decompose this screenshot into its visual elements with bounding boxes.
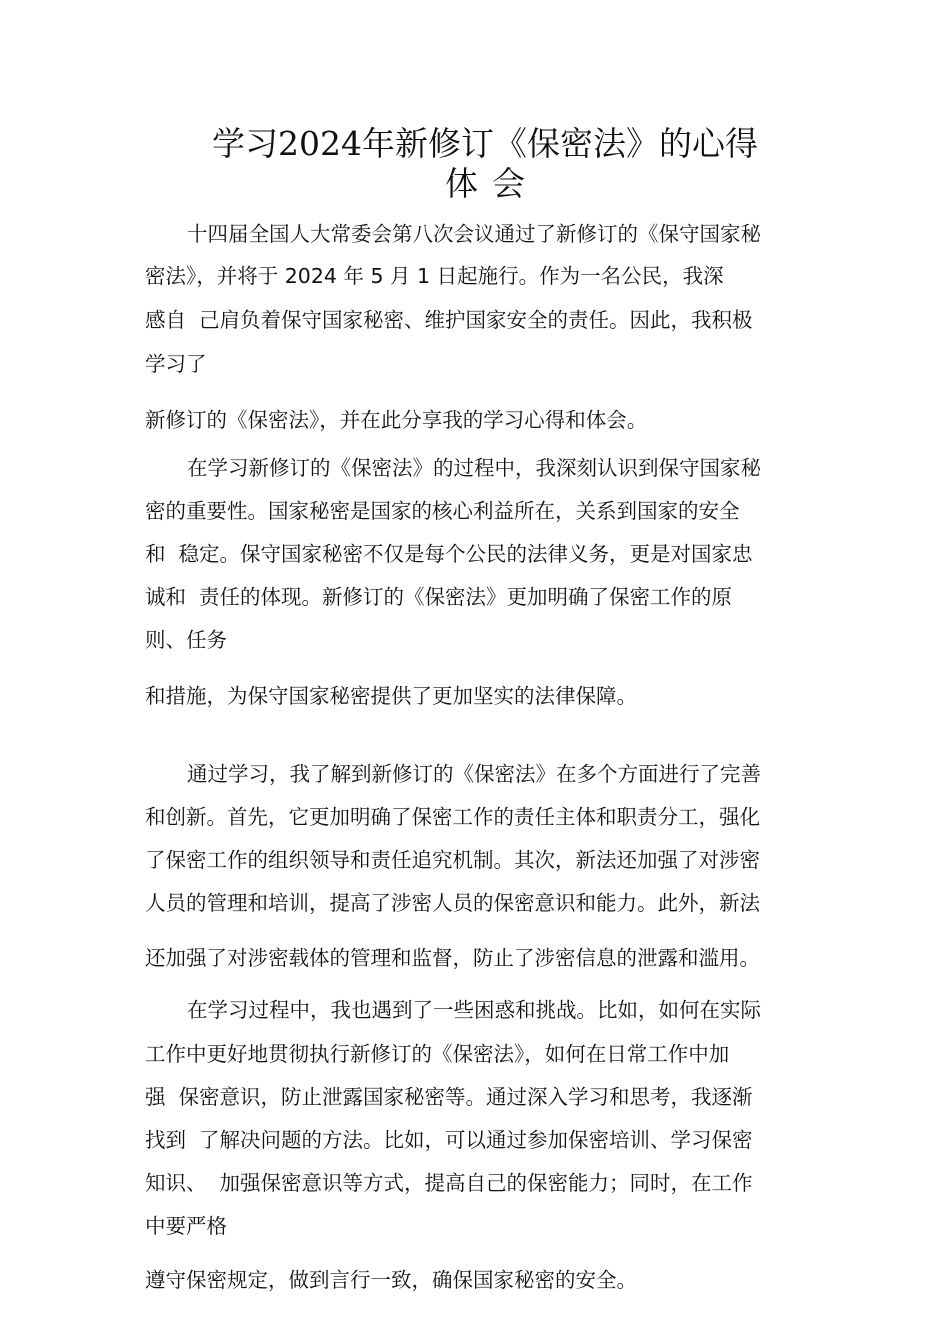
document-title	[145, 124, 825, 204]
text-line: 新修订的《保密法》，并在此分享我的学习心得和体会。	[145, 408, 648, 432]
text-line: 和 稳定。保守国家秘密不仅是每个公民的法律义务，更是对国家忠	[145, 542, 753, 566]
text-line: 中要严格	[145, 1214, 227, 1238]
text-line: 密的重要性。国家秘密是国家的核心利益所在，关系到国家的安全	[145, 499, 740, 523]
text-line: 了保密工作的组织领导和责任追究机制。其次，新法还加强了对涉密	[145, 848, 760, 872]
text-line: 则、任务	[145, 628, 227, 652]
text-line: 学习了	[145, 352, 207, 376]
text-line: 感自 己肩负着保守国家秘密、维护国家安全的责任。因此，我积极	[145, 308, 753, 332]
text-line: 工作中更好地贯彻执行新修订的《保密法》，如何在日常工作中加	[145, 1042, 730, 1066]
text-line: 通过学习，我了解到新修订的《保密法》在多个方面进行了完善	[187, 762, 761, 786]
text-line: 还加强了对涉密载体的管理和监督，防止了涉密信息的泄露和滥用。	[145, 946, 760, 970]
text-line: 诚和 责任的体现。新修订的《保密法》更加明确了保密工作的原	[145, 585, 733, 609]
text-line: 遵守保密规定，做到言行一致，确保国家秘密的安全。	[145, 1268, 637, 1292]
text-line: 和创新。首先，它更加明确了保密工作的责任主体和职责分工，强化	[145, 805, 760, 829]
title-line-2: 体会	[445, 164, 539, 203]
text-line: 人员的管理和培训，提高了涉密人员的保密意识和能力。此外，新法	[145, 891, 760, 915]
text-line: 知识、 加强保密意识等方式，提高自己的保密能力；同时，在工作	[145, 1171, 753, 1195]
text-line: 和措施，为保守国家秘密提供了更加坚实的法律保障。	[145, 684, 637, 708]
title-line-1: 学习2024年新修订《保密法》的心得	[212, 124, 758, 163]
text-line: 在学习新修订的《保密法》的过程中，我深刻认识到保守国家秘	[187, 456, 761, 480]
text-line: 在学习过程中，我也遇到了一些困惑和挑战。比如，如何在实际	[187, 998, 761, 1022]
text-line: 强 保密意识，防止泄露国家秘密等。通过深入学习和思考，我逐渐	[145, 1085, 753, 1109]
text-line: 密法》，并将于 2024 年 5 月 1 日起施行。作为一名公民，我深	[145, 264, 724, 288]
text-line: 十四届全国人大常委会第八次会议通过了新修订的《保守国家秘	[187, 222, 761, 246]
text-line: 找到 了解决问题的方法。比如，可以通过参加保密培训、学习保密	[145, 1128, 753, 1152]
